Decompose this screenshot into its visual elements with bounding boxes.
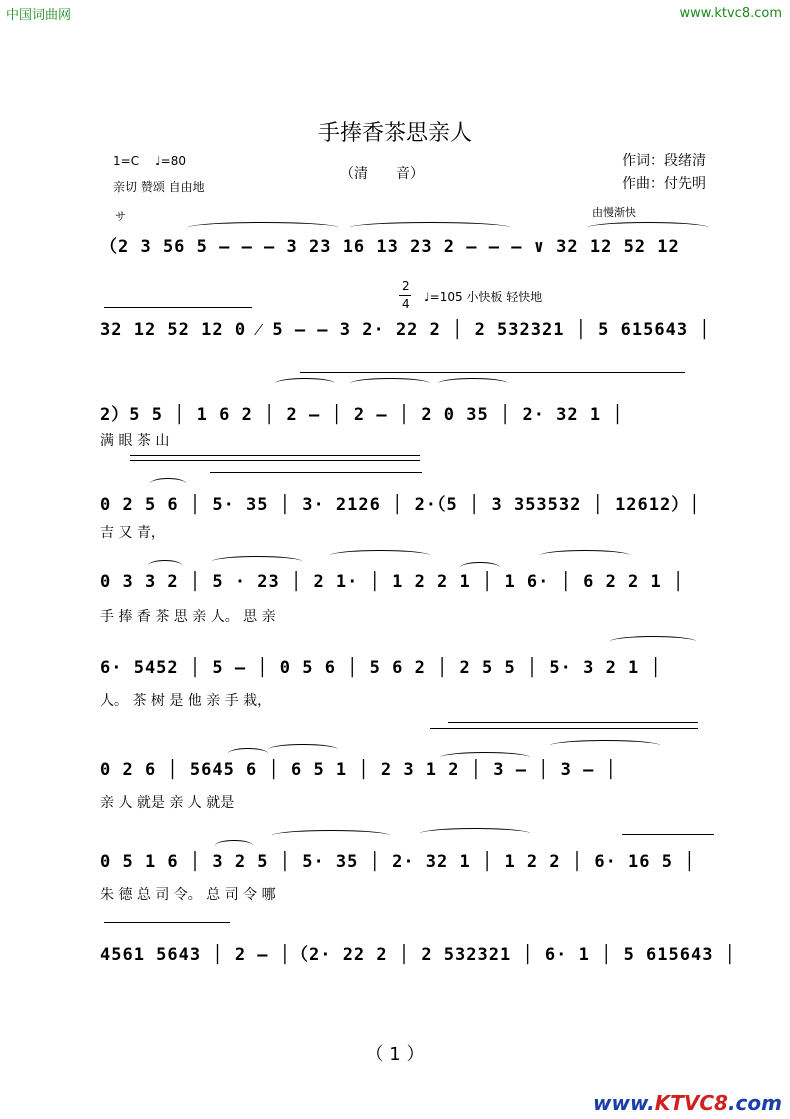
song-title: 手捧香茶思亲人 <box>317 121 472 146</box>
lyric-line-6: 人。 茶 树 是 他 亲 手 栽， <box>100 693 272 709</box>
score-line-6: 6· 5452 │ 5 — │ 0 5 6 │ 5 6 2 │ 2 5 5 │ 5· 3 2 1 │ <box>100 658 662 678</box>
lyric-line-4: 吉 又 青， <box>100 525 165 541</box>
score-line-2: 32 12 52 12 0 ⁄ 5 — — 3 2· 22 2 │ 2 532321 │ 5 615643 │ <box>100 320 711 340</box>
lyric-line-5: 手 捧 香 茶 思 亲 人。 思 亲 <box>100 609 276 625</box>
score-line-9: 4561 5643 │ 2 — │（2· 22 2 │ 2 532321 │ 6· 1 │ 5 615643 │ <box>100 945 736 965</box>
footer-prefix: www. <box>592 1091 655 1115</box>
score-line-1: （2 3 56 5 — — — 3 23 16 13 23 2 — — — ∨ 32 12 52 12 <box>100 237 680 257</box>
key-signature: 1=C <box>113 154 140 168</box>
lyric-line-8: 朱 德 总 司 令。 总 司 令 哪 <box>100 887 276 903</box>
score-line-3: 2）5 5 │ 1 6 2 │ 2 — │ 2 — │ 2 0 35 │ 2· 32 1 │ <box>100 405 624 425</box>
expression-marking: 亲切 赞颂 自由地 <box>113 180 205 194</box>
free-meter-mark: サ <box>115 210 126 223</box>
score-line-8: 0 5 1 6 │ 3 2 5 │ 5· 35 │ 2· 32 1 │ 1 2 2 │ 6· 16 5 │ <box>100 852 696 872</box>
footer-watermark[interactable] <box>593 1091 782 1115</box>
score-line-5: 0 3 3 2 │ 5 · 23 │ 2 1· │ 1 2 2 1 │ 1 6· │ 6 2 2 1 │ <box>100 572 685 592</box>
score-line-7: 0 2 6 │ 5645 6 │ 6 5 1 │ 2 3 1 2 │ 3 — │ 3 — │ <box>100 760 617 780</box>
gradual-tempo-mark: 由慢渐快 <box>592 206 636 219</box>
site-name-left[interactable]: 中国词曲网 <box>6 8 72 23</box>
footer-suffix: .com <box>727 1091 782 1115</box>
time-signature-bottom: 4 <box>402 297 410 311</box>
composer: 作曲：付先明 <box>622 176 706 192</box>
subtitle: （清 音） <box>340 166 424 182</box>
tempo-marking-2: ♩=105 小快板 轻快地 <box>424 290 543 304</box>
lyric-line-7: 亲 人 就是 亲 人 就是 <box>100 795 235 811</box>
lyricist: 作词：段绪清 <box>622 153 706 169</box>
score-line-4: 0 2 5 6 │ 5· 35 │ 3· 2126 │ 2·（5 │ 3 353532 │ 12612）│ <box>100 495 701 515</box>
lyric-line-3: 满 眼 茶 山 <box>100 433 170 449</box>
site-url-right[interactable]: www.ktvc8.com <box>679 6 782 21</box>
tempo-marking: ♩=80 <box>155 154 186 168</box>
page-number: （ 1 ） <box>365 1044 425 1065</box>
time-signature-top: 2 <box>402 279 410 293</box>
footer-brand: KTVC8 <box>654 1091 728 1115</box>
